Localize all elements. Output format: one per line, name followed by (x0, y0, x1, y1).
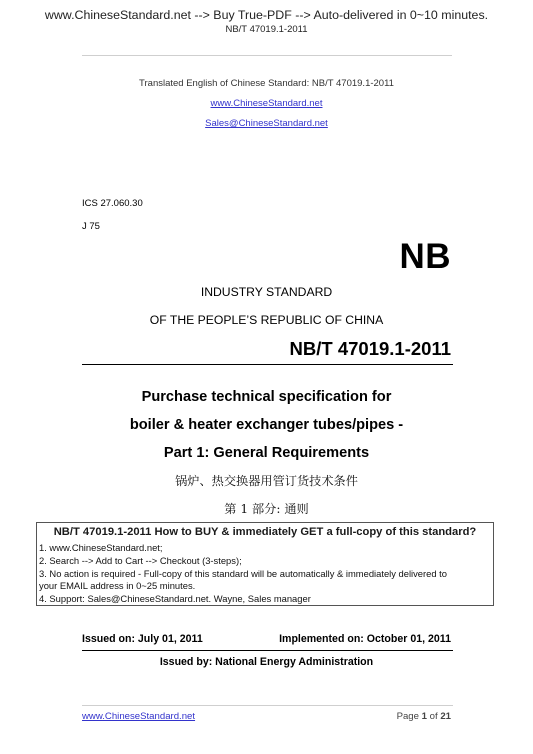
issued-by: Issued by: National Energy Administration (159, 656, 374, 668)
implemented-on-date: Implemented on: October 01, 2011 (279, 633, 451, 645)
title-line-2: boiler & heater exchanger tubes/pipes - (129, 417, 404, 433)
country-label: OF THE PEOPLE’S REPUBLIC OF CHINA (149, 313, 384, 327)
chinese-title: 锅炉、热交换器用管订货技术条件 (175, 474, 358, 488)
top-banner: www.ChineseStandard.net --> Buy True-PDF --> Auto-delivered in 0~10 minutes. (44, 8, 489, 22)
website-link[interactable]: www.ChineseStandard.net (210, 98, 323, 109)
industry-standard-label: INDUSTRY STANDARD (200, 285, 333, 299)
standard-code: NB/T 47019.1-2011 (289, 338, 451, 359)
nb-logo: NB (399, 237, 451, 276)
ics-code: ICS 27.060.30 (82, 198, 143, 209)
top-divider (82, 55, 452, 56)
buy-box-title: NB/T 47019.1-2011 How to BUY & immediately GET a full-copy of this standard? (53, 526, 477, 538)
page-mid: of (426, 711, 441, 722)
buy-step-1: 1. www.ChineseStandard.net; (39, 542, 163, 553)
translation-title: Translated English of Chinese Standard: NB/T 47019.1-2011 (139, 78, 394, 89)
page-total: 21 (440, 711, 451, 722)
issue-divider (82, 650, 453, 651)
banner-standard-code: NB/T 47019.1-2011 (225, 24, 308, 35)
buy-step-4: 4. Support: Sales@ChineseStandard.net. Wayne, Sales manager (39, 593, 311, 604)
buy-step-3: 3. No action is required - Full-copy of this standard will be automatically & immediately delivered to (39, 568, 447, 579)
issued-on-date: Issued on: July 01, 2011 (82, 633, 203, 645)
ccs-code: J 75 (82, 221, 100, 232)
title-line-3: Part 1: General Requirements (163, 445, 370, 461)
buy-instructions-box (36, 522, 494, 606)
page-number: 1 (421, 711, 427, 722)
page-prefix: Page (396, 711, 422, 722)
page-indicator (397, 711, 451, 722)
code-divider (82, 364, 453, 365)
email-link[interactable]: Sales@ChineseStandard.net (205, 118, 328, 129)
buy-step-3-cont: your EMAIL address in 0~25 minutes. (39, 580, 196, 591)
footer-website-row (82, 711, 195, 722)
footer-website-link[interactable]: www.ChineseStandard.net (82, 711, 196, 722)
title-line-1: Purchase technical specification for (141, 389, 392, 405)
email-row (0, 118, 533, 129)
buy-step-2: 2. Search --> Add to Cart --> Checkout (3-steps); (39, 555, 242, 566)
footer-divider (82, 705, 453, 706)
website-row (0, 98, 533, 109)
chinese-part-title: 第 1 部分: 通则 (224, 502, 309, 516)
